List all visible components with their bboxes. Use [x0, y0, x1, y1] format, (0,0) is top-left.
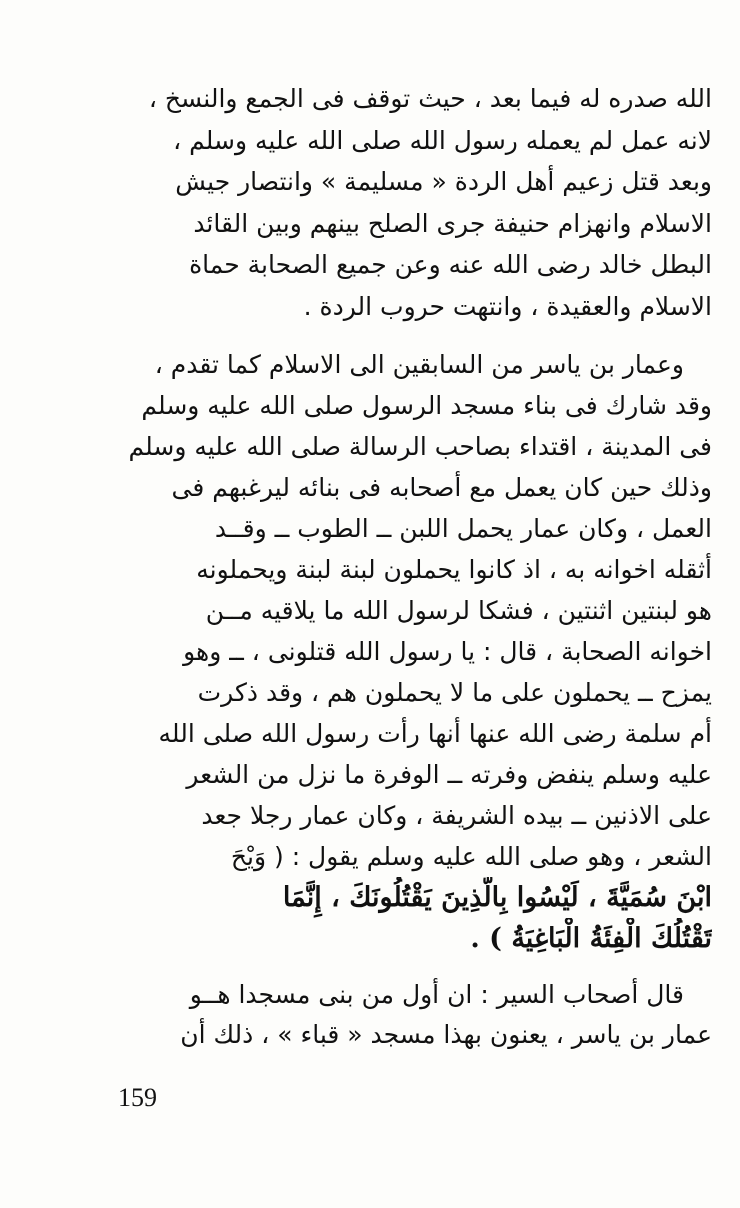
text-line: هو لبنتين اثنتين ، فشكا لرسول الله ما يلاقيه مــن: [205, 596, 712, 625]
text-line: البطل خالد رضى الله عنه وعن جميع الصحابة حماة: [189, 250, 712, 279]
paragraph-1: [118, 78, 712, 327]
text-line: عمار بن ياسر ، يعنون بهذا مسجد « قباء » ، ذلك أن: [180, 1020, 712, 1049]
text-line: فى المدينة ، اقتداء بصاحب الرسالة صلى الله عليه وسلم: [128, 432, 712, 461]
text-line: الله صدره له فيما بعد ، حيث توقف فى الجمع والنسخ ،: [148, 84, 712, 113]
text-line: العمل ، وكان عمار يحمل اللبن ــ الطوب ــ وقــد: [214, 514, 712, 543]
text-line: قال أصحاب السير : ان أول من بنى مسجدا هــو: [189, 980, 684, 1009]
text-line: وقد شارك فى بناء مسجد الرسول صلى الله عليه وسلم: [141, 391, 712, 420]
page-number: 159: [118, 1083, 157, 1112]
text-line: اخوانه الصحابة ، قال : يا رسول الله قتلونى ، ــ وهو: [183, 637, 712, 666]
text-line: الاسلام والعقيدة ، وانتهت حروب الردة .: [303, 291, 712, 321]
text-line: وعمار بن ياسر من السابقين الى الاسلام كما تقدم ،: [154, 350, 684, 379]
text-line: لانه عمل لم يعمله رسول الله صلى الله عليه وسلم ،: [173, 125, 712, 155]
text-line: وذلك حين كان يعمل مع أصحابه فى بنائه ليرغبهم فى: [171, 473, 712, 502]
text-line: أثقله اخوانه به ، اذ كانوا يحملون لبنة لبنة ويحملونه: [196, 555, 712, 584]
paragraph-2: [118, 344, 712, 959]
hadith-line: تَقْتُلُكَ الْفِئَةُ الْبَاغِيَةُ ) .: [470, 923, 712, 954]
text-line: على الاذنين ــ بيده الشريفة ، وكان عمار رجلا جعد: [201, 801, 712, 830]
text-line: الاسلام وانهزام حنيفة جرى الصلح بينهم وبين القائد: [193, 208, 712, 238]
text-line: يمزح ــ يحملون على ما لا يحملون هم ، وقد ذكرت: [197, 678, 712, 707]
paragraph-3: [118, 975, 712, 1055]
hadith-line: ابْنَ سُمَيَّةَ ، لَيْسُوا بِالَّذِينَ يَقْتُلُونَكَ ، إِنَّمَا: [282, 882, 712, 913]
text-line: الشعر ، وهو صلى الله عليه وسلم يقول : ( وَيْحَ: [230, 842, 712, 871]
text-line: عليه وسلم ينفض وفرته ــ الوفرة ما نزل من الشعر: [186, 760, 712, 789]
text-line: وبعد قتل زعيم أهل الردة « مسليمة » وانتصار جيش: [175, 167, 712, 196]
text-line: أم سلمة رضى الله عنها أنها رأت رسول الله صلى الله: [158, 719, 712, 748]
